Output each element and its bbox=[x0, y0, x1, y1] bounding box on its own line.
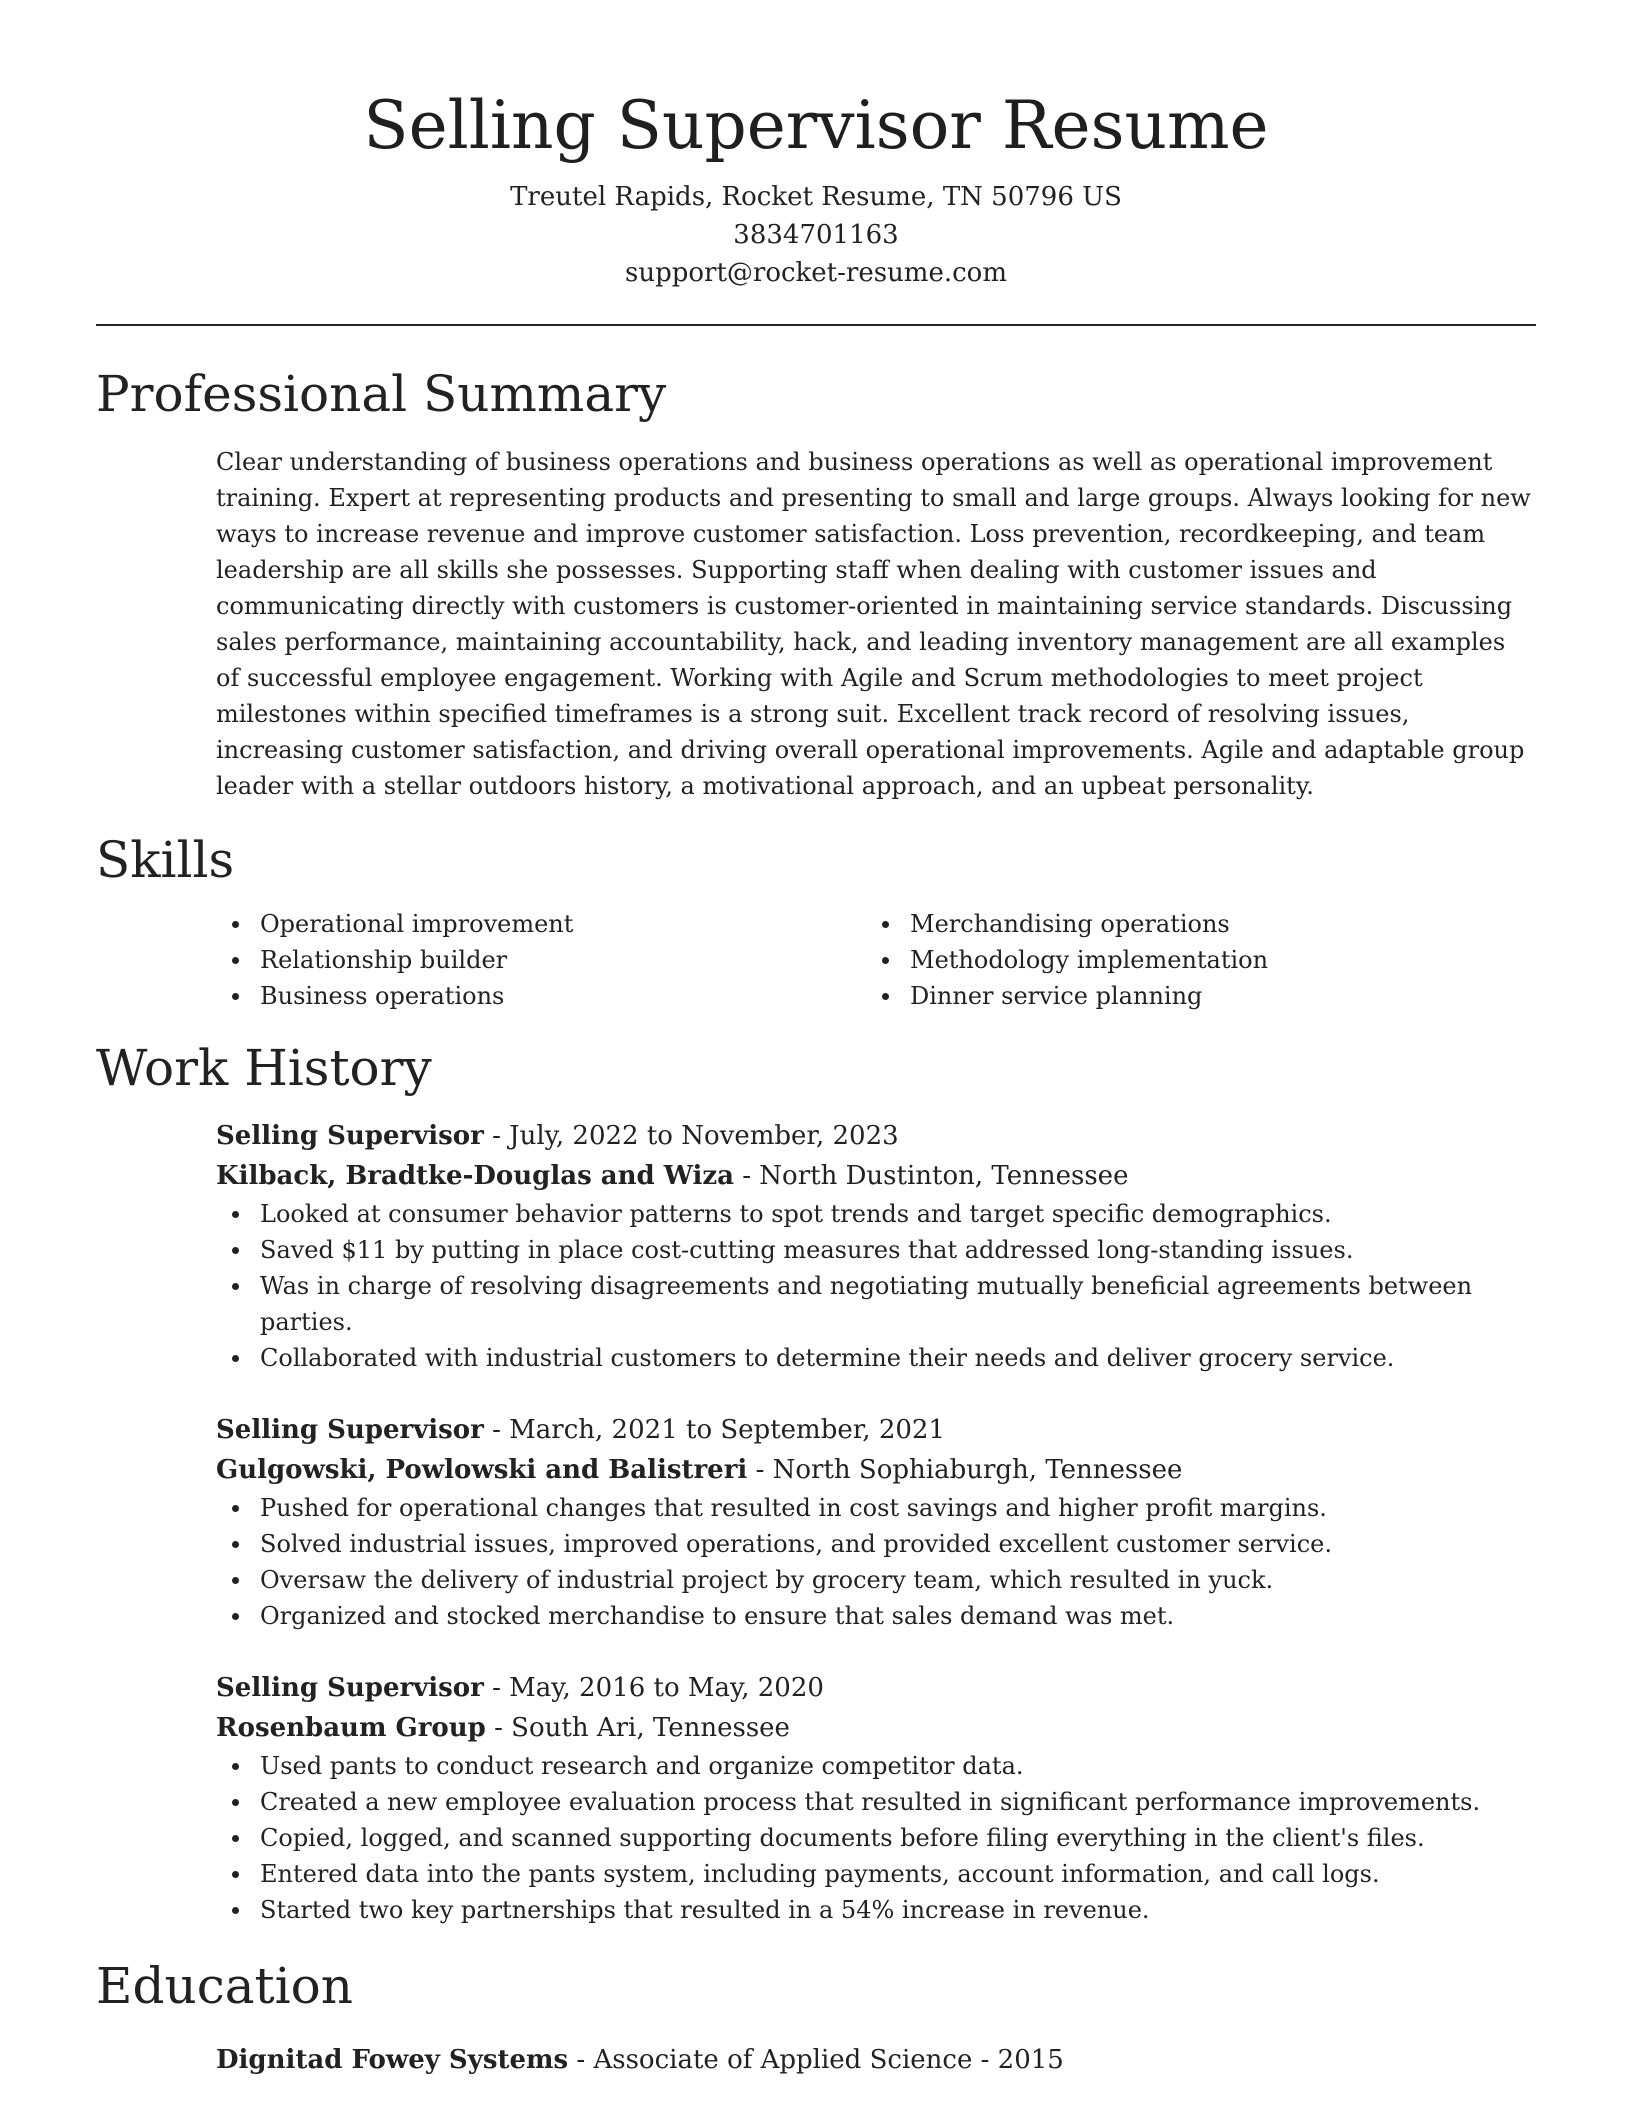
skills-column-right bbox=[866, 906, 1516, 1014]
job-location: - North Dustinton, Tennessee bbox=[733, 1161, 1129, 1191]
skill-item: Merchandising operations bbox=[910, 906, 1516, 942]
job-location: - South Ari, Tennessee bbox=[485, 1713, 790, 1743]
job-title-line bbox=[216, 1116, 1536, 1156]
skills-heading: Skills bbox=[96, 831, 235, 889]
education-section bbox=[96, 1954, 1536, 2080]
skill-item: Dinner service planning bbox=[910, 978, 1516, 1014]
education-school: Dignitad Fowey Systems bbox=[216, 2045, 569, 2075]
job-entry bbox=[216, 1668, 1536, 1928]
job-duty: Looked at consumer behavior patterns to spot trends and target specific demographics. bbox=[260, 1196, 1536, 1232]
skills-grid bbox=[216, 906, 1536, 1014]
summary-text: Clear understanding of business operations and business operations as well as operational improvement training. Expert at representing products and presenting to small and large groups. Always looking for new ways to increase revenue and improve customer satisfaction. Loss prevention, recordkeeping, and team leadership are all skills she possesses. Supporting staff when dealing with customer issues and communicating directly with customers is customer-oriented in maintaining service standards. Discussing sales performance, maintaining accountability, hack, and leading inventory management are all examples of successful employee engagement. Working with Agile and Scrum methodologies to meet project milestones within specified timeframes is a strong suit. Excellent track record of resolving issues, increasing customer satisfaction, and driving overall operational improvements. Agile and adaptable group leader with a stellar outdoors history, a motivational approach, and an upbeat personality. bbox=[216, 448, 1531, 800]
resume-title: Selling Supervisor Resume bbox=[363, 87, 1269, 164]
job-duties bbox=[216, 1490, 1536, 1634]
job-entry bbox=[216, 1116, 1536, 1376]
job-role: Selling Supervisor bbox=[216, 1415, 484, 1445]
skills-column-left bbox=[216, 906, 866, 1014]
job-duty: Was in charge of resolving disagreements and negotiating mutually beneficial agreements between parties. bbox=[260, 1268, 1536, 1340]
job-title-line bbox=[216, 1410, 1536, 1450]
job-duty: Used pants to conduct research and organize competitor data. bbox=[260, 1748, 1536, 1784]
summary-heading: Professional Summary bbox=[96, 365, 667, 423]
job-duties bbox=[216, 1748, 1536, 1928]
contact-address: Treutel Rapids, Rocket Resume, TN 50796 US bbox=[510, 182, 1122, 212]
job-duty: Collaborated with industrial customers to determine their needs and deliver grocery service. bbox=[260, 1340, 1536, 1376]
education-heading: Education bbox=[96, 1957, 353, 2015]
job-company-line bbox=[216, 1156, 1536, 1196]
resume-page bbox=[96, 0, 1536, 2080]
job-duty: Solved industrial issues, improved operations, and provided excellent customer service. bbox=[260, 1526, 1536, 1562]
skill-item: Operational improvement bbox=[260, 906, 866, 942]
job-duty: Copied, logged, and scanned supporting documents before filing everything in the client's files. bbox=[260, 1820, 1536, 1856]
job-title-line bbox=[216, 1668, 1536, 1708]
skill-item: Relationship builder bbox=[260, 942, 866, 978]
job-duty: Oversaw the delivery of industrial project by grocery team, which resulted in yuck. bbox=[260, 1562, 1536, 1598]
job-company: Rosenbaum Group bbox=[216, 1713, 486, 1743]
contact-phone: 3834701163 bbox=[733, 220, 899, 250]
resume-header bbox=[96, 0, 1536, 292]
job-dates: - May, 2016 to May, 2020 bbox=[483, 1673, 824, 1703]
job-duty: Pushed for operational changes that resulted in cost savings and higher profit margins. bbox=[260, 1490, 1536, 1526]
job-duty: Organized and stocked merchandise to ensure that sales demand was met. bbox=[260, 1598, 1536, 1634]
contact-info bbox=[96, 178, 1536, 292]
job-entry bbox=[216, 1410, 1536, 1634]
contact-email[interactable]: support@rocket-resume.com bbox=[624, 258, 1007, 288]
job-dates: - March, 2021 to September, 2021 bbox=[483, 1415, 945, 1445]
skill-item: Methodology implementation bbox=[910, 942, 1516, 978]
job-location: - North Sophiaburgh, Tennessee bbox=[747, 1455, 1183, 1485]
job-company: Gulgowski, Powlowski and Balistreri bbox=[216, 1455, 748, 1485]
job-duty: Entered data into the pants system, including payments, account information, and call logs. bbox=[260, 1856, 1536, 1892]
work-history-section bbox=[96, 1036, 1536, 1928]
job-role: Selling Supervisor bbox=[216, 1121, 484, 1151]
education-entry bbox=[216, 2040, 1536, 2080]
job-duties bbox=[216, 1196, 1536, 1376]
job-duty: Started two key partnerships that resulted in a 54% increase in revenue. bbox=[260, 1892, 1536, 1928]
job-duty: Saved $11 by putting in place cost-cutting measures that addressed long-standing issues. bbox=[260, 1232, 1536, 1268]
job-dates: - July, 2022 to November, 2023 bbox=[483, 1121, 899, 1151]
job-duty: Created a new employee evaluation process that resulted in significant performance improvements. bbox=[260, 1784, 1536, 1820]
job-role: Selling Supervisor bbox=[216, 1673, 484, 1703]
skill-item: Business operations bbox=[260, 978, 866, 1014]
job-company-line bbox=[216, 1708, 1536, 1748]
work-history-heading: Work History bbox=[96, 1039, 432, 1097]
header-divider bbox=[96, 324, 1536, 326]
education-degree: - Associate of Applied Science - 2015 bbox=[568, 2045, 1064, 2075]
job-company: Kilback, Bradtke-Douglas and Wiza bbox=[216, 1161, 734, 1191]
skills-section bbox=[96, 828, 1536, 1014]
summary-section bbox=[96, 362, 1536, 804]
job-company-line bbox=[216, 1450, 1536, 1490]
